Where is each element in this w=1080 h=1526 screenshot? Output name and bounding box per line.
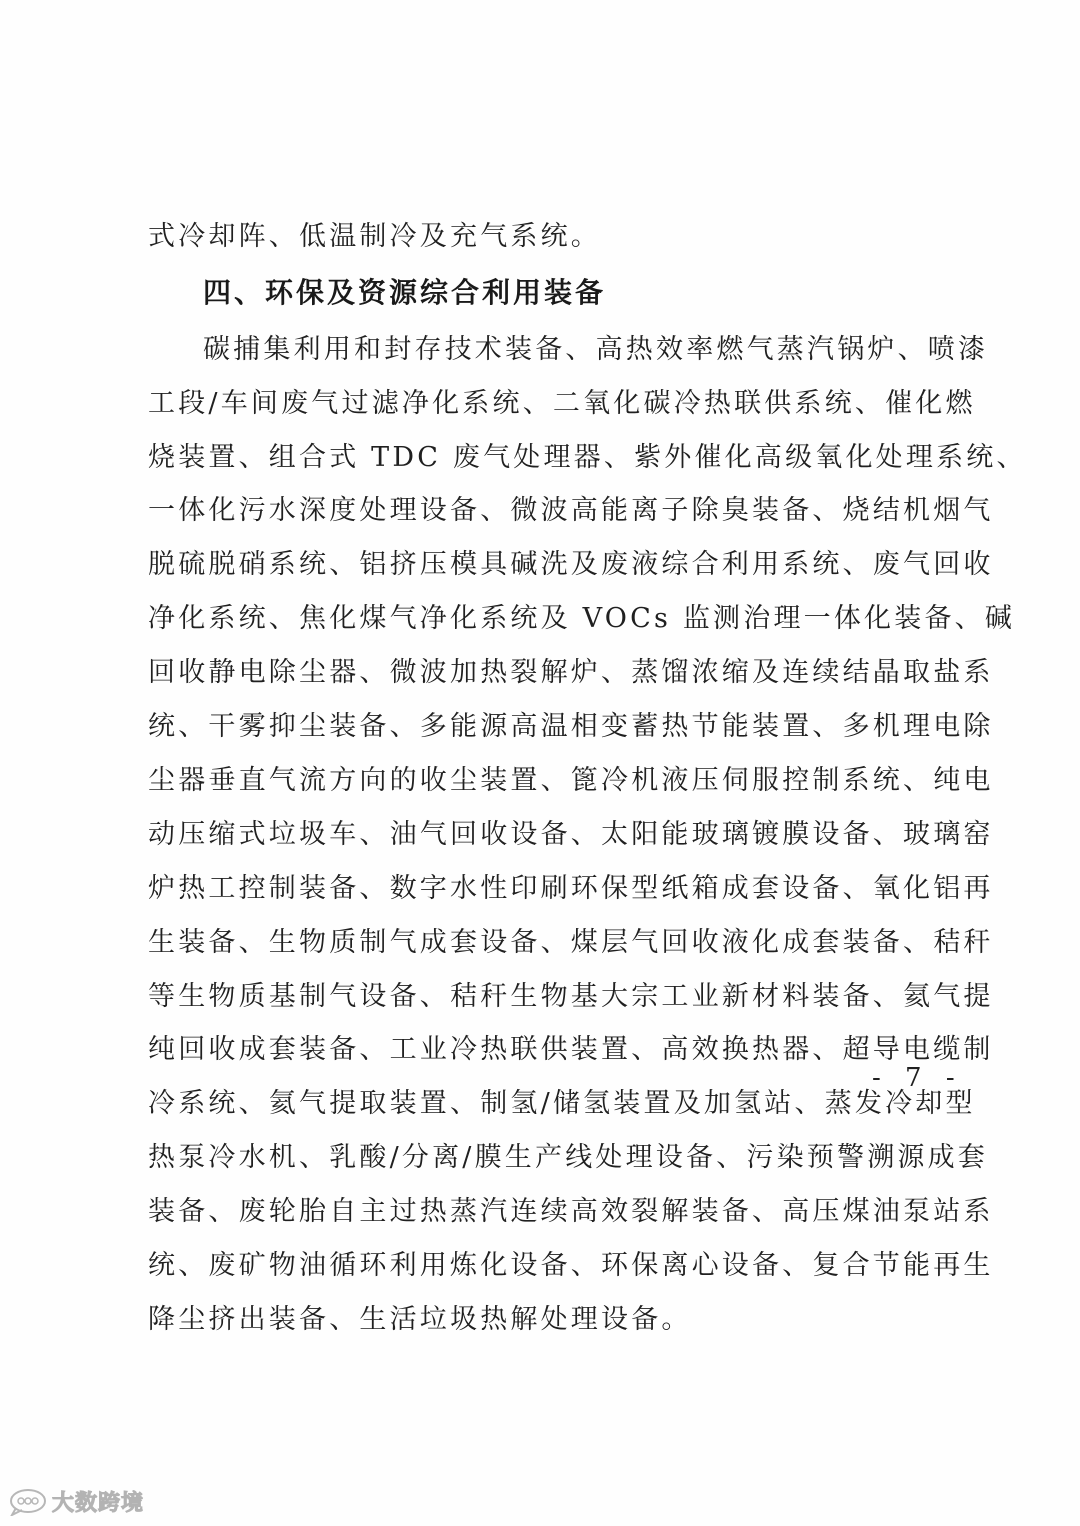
watermark	[8, 1486, 144, 1517]
text-line: 统、废矿物油循环利用炼化设备、环保离心设备、复合节能再生	[148, 1250, 994, 1281]
text-line: 尘器垂直气流方向的收尘装置、篦冷机液压伺服控制系统、纯电	[148, 765, 994, 796]
watermark-text: 大数跨境	[52, 1491, 145, 1516]
text-line: 装备、废轮胎自主过热蒸汽连续高效裂解装备、高压煤油泵站系	[148, 1196, 994, 1227]
text-line: 工段/车间废气过滤净化系统、二氧化碳冷热联供系统、催化燃	[148, 388, 976, 419]
text-line: 动压缩式垃圾车、油气回收设备、太阳能玻璃镀膜设备、玻璃窑	[148, 819, 994, 850]
text-line: 式冷却阵、低温制冷及充气系统。	[148, 221, 601, 252]
text-line: 烧装置、组合式 TDC 废气处理器、紫外催化高级氧化处理系统、	[148, 442, 1027, 473]
text-line: 净化系统、焦化煤气净化系统及 VOCs 监测治理一体化装备、碱	[148, 603, 1016, 634]
text-line: 等生物质基制气设备、秸秆生物基大宗工业新材料装备、氦气提	[148, 981, 994, 1012]
text-line: 生装备、生物质制气成套设备、煤层气回收液化成套装备、秸秆	[148, 927, 994, 958]
text-line: 炉热工控制装备、数字水性印刷环保型纸箱成套设备、氧化铝再	[148, 873, 994, 904]
chat-bubble-icon	[8, 1488, 48, 1516]
section-heading: 四、环保及资源综合利用装备	[203, 276, 607, 309]
page-number: - 7 -	[872, 1063, 963, 1093]
text-line: 降尘挤出装备、生活垃圾热解处理设备。	[148, 1304, 692, 1335]
text-line: 统、干雾抑尘装备、多能源高温相变蓄热节能装置、多机理电除	[148, 711, 994, 742]
text-line: 回收静电除尘器、微波加热裂解炉、蒸馏浓缩及连续结晶取盐系	[148, 657, 994, 688]
text-line: 冷系统、氦气提取装置、制氢/储氢装置及加氢站、蒸发冷却型	[148, 1088, 976, 1119]
text-line: 脱硫脱硝系统、铝挤压模具碱洗及废液综合利用系统、废气回收	[148, 549, 994, 580]
text-line: 一体化污水深度处理设备、微波高能离子除臭装备、烧结机烟气	[148, 495, 994, 526]
text-line: 纯回收成套装备、工业冷热联供装置、高效换热器、超导电缆制	[148, 1034, 994, 1065]
text-line: 碳捕集利用和封存技术装备、高热效率燃气蒸汽锅炉、喷漆	[203, 334, 989, 365]
text-line: 热泵冷水机、乳酸/分离/膜生产线处理设备、污染预警溯源成套	[148, 1142, 988, 1173]
